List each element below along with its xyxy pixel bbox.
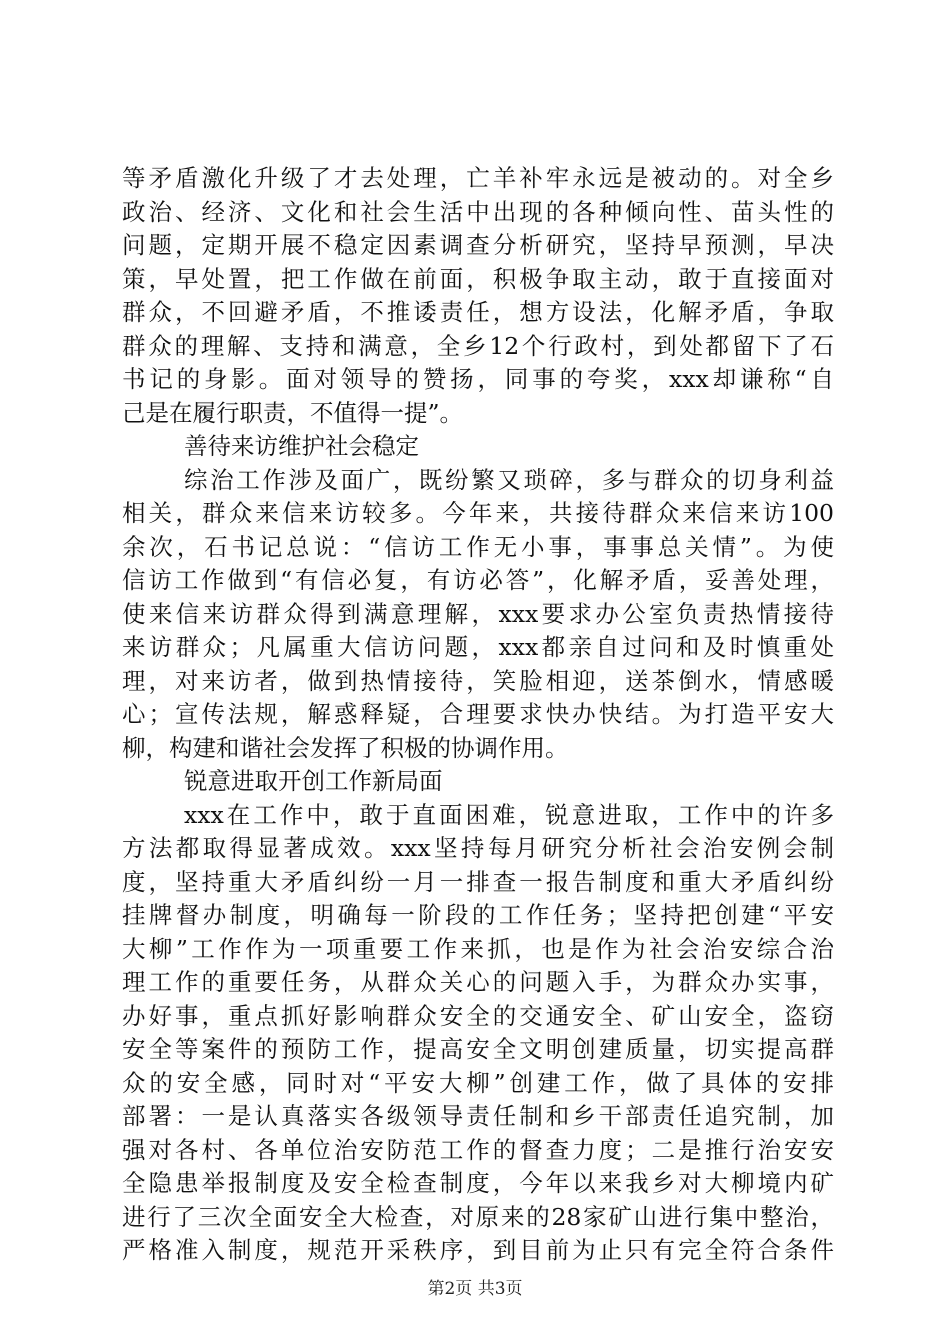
- body-line: 己是在履行职责，不值得一提”。: [122, 398, 464, 427]
- body-line: 安全等案件的预防工作，提高安全文明创建质量，切实提高群: [122, 1035, 834, 1063]
- body-line: 进行了三次全面安全大检查，对原来的28家矿山进行集中整治，: [122, 1202, 834, 1231]
- body-line: 使来信来访群众得到满意理解，xxx要求办公室负责热情接待: [122, 599, 834, 628]
- body-line: 综治工作涉及面广，既纷繁又琐碎，多与群众的切身利益: [184, 465, 834, 494]
- body-line: 群众，不回避矛盾，不推诿责任，想方设法，化解矛盾，争取: [122, 298, 834, 326]
- body-line: 柳，构建和谐社会发挥了积极的协调作用。: [122, 733, 569, 762]
- body-line: 群众的理解、支持和满意，全乡12个行政村，到处都留下了石: [122, 331, 834, 360]
- body-line: 强对各村、各单位治安防范工作的督查力度；二是推行治安安: [122, 1135, 834, 1164]
- body-line: 问题，定期开展不稳定因素调查分析研究，坚持早预测，早决: [122, 231, 834, 259]
- body-line: 办好事，重点抓好影响群众安全的交通安全、矿山安全，盗窃: [122, 1001, 834, 1030]
- body-line: 方法都取得显著成效。xxx坚持每月研究分析社会治安例会制: [122, 834, 834, 862]
- page-footer: [0, 1278, 950, 1300]
- body-line: 政治、经济、文化和社会生活中出现的各种倾向性、苗头性的: [122, 197, 834, 226]
- body-line: 来访群众；凡属重大信访问题，xxx都亲自过问和及时慎重处: [122, 633, 834, 661]
- body-line: 众的安全感，同时对“平安大柳”创建工作，做了具体的安排: [122, 1068, 834, 1097]
- body-line: 理工作的重要任务，从群众关心的问题入手，为群众办实事，: [122, 968, 834, 996]
- body-line: 策，早处置，把工作做在前面，积极争取主动，敢于直接面对: [122, 264, 834, 293]
- body-line: 心；宣传法规，解惑释疑，合理要求快办快结。为打造平安大: [122, 700, 834, 728]
- body-line: 书记的身影。面对领导的赞扬，同事的夸奖，xxx却谦称“自: [122, 365, 834, 393]
- body-line: 余次，石书记总说：“信访工作无小事，事事总关情”。为使: [122, 532, 834, 561]
- body-line: 部署：一是认真落实各级领导责任制和乡干部责任追究制，加: [122, 1102, 834, 1130]
- body-line: 理，对来访者，做到热情接待，笑脸相迎，送茶倒水，情感暖: [122, 666, 834, 695]
- body-line: 大柳”工作作为一项重要工作来抓，也是作为社会治安综合治: [122, 934, 834, 963]
- body-line: 等矛盾激化升级了才去处理，亡羊补牢永远是被动的。对全乡: [122, 164, 834, 192]
- body-line: 度，坚持重大矛盾纠纷一月一排查一报告制度和重大矛盾纠纷: [122, 867, 834, 896]
- document-body: [122, 162, 834, 1268]
- page-number: 第2页 共3页: [427, 1279, 523, 1299]
- section-heading: 锐意进取开创工作新局面: [184, 767, 443, 795]
- body-line: 信访工作做到“有信必复，有访必答”，化解矛盾，妥善处理，: [122, 566, 834, 594]
- section-heading: 善待来访维护社会稳定: [184, 432, 419, 460]
- body-line: 全隐患举报制度及安全检查制度，今年以来我乡对大柳境内矿: [122, 1169, 834, 1197]
- body-line: 相关，群众来信来访较多。今年来，共接待群众来信来访100: [122, 499, 834, 527]
- body-line: 挂牌督办制度，明确每一阶段的工作任务；坚持把创建“平安: [122, 901, 834, 929]
- body-line: xxx在工作中，敢于直面困难，锐意进取，工作中的许多: [184, 800, 834, 829]
- body-line: 严格准入制度，规范开采秩序，到目前为止只有完全符合条件: [122, 1236, 834, 1264]
